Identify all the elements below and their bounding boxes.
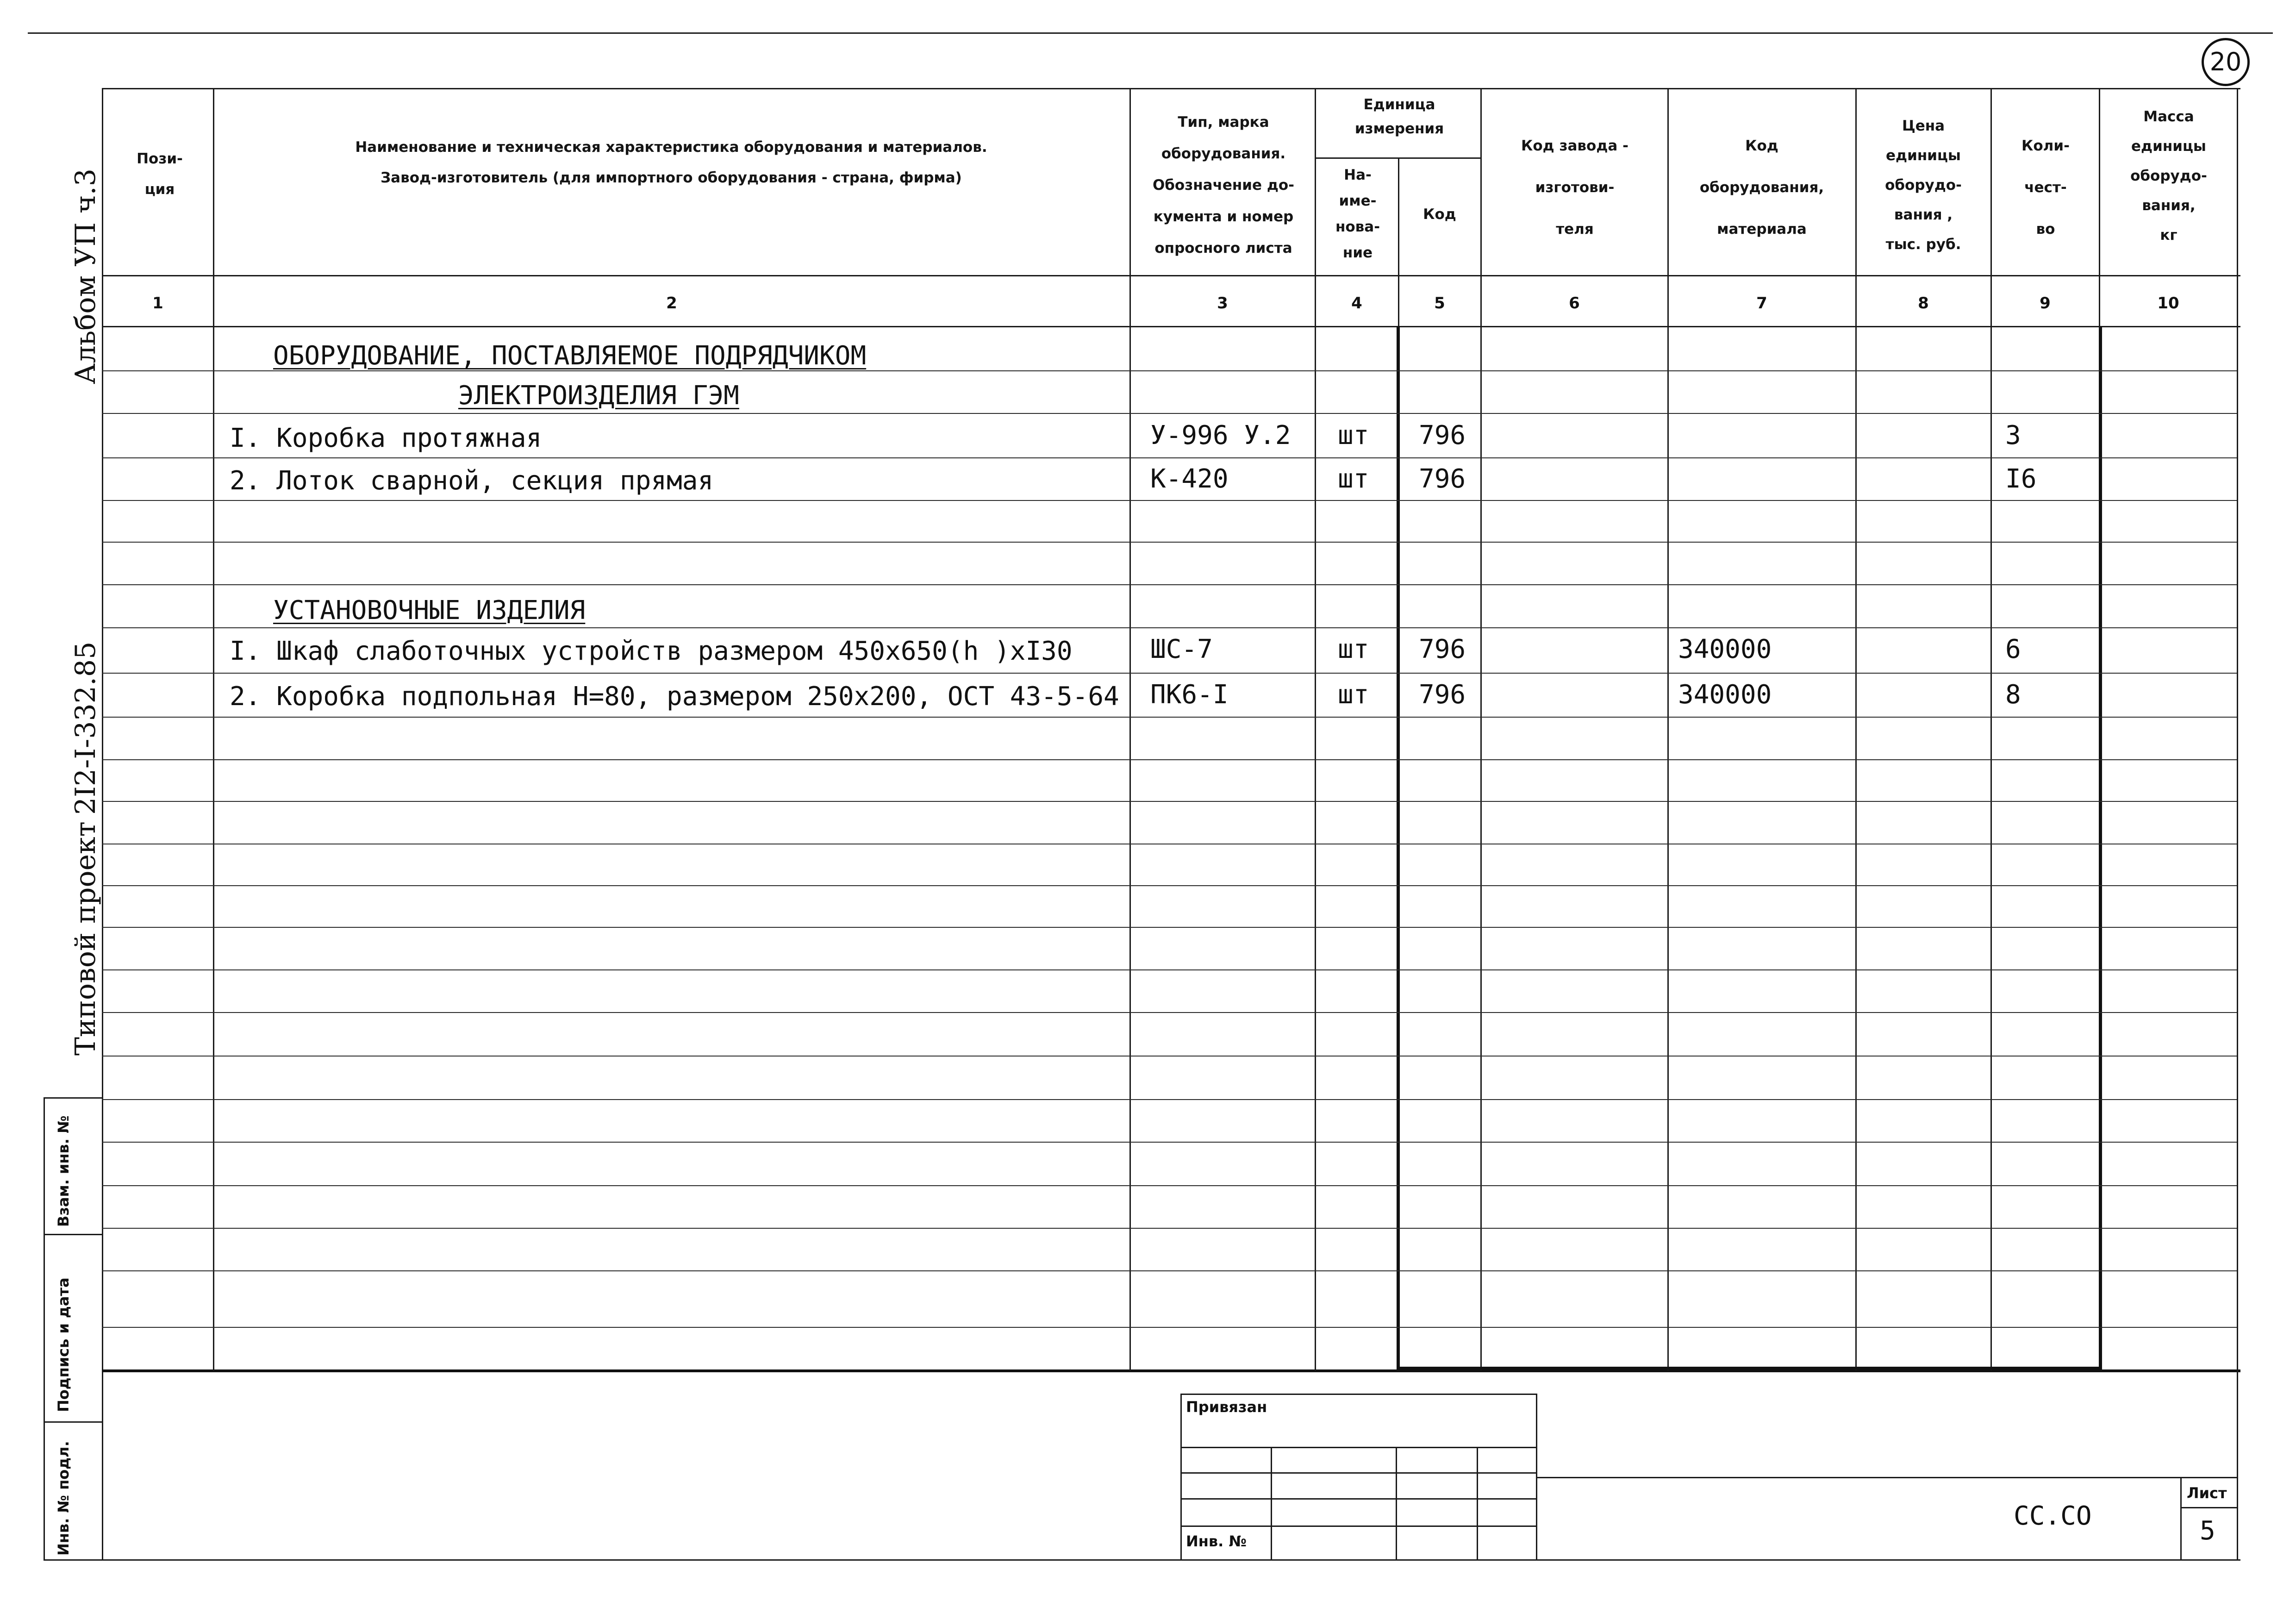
column-number: 1 (152, 294, 163, 313)
column-number: 8 (1918, 294, 1929, 313)
sheet-number: 5 (2200, 1516, 2215, 1546)
inv-podl-label: Инв. № подл. (55, 1441, 72, 1556)
column-number: 2 (666, 294, 677, 313)
item-quantity: I6 (2005, 464, 2037, 494)
page-number: 20 (2202, 38, 2250, 86)
header-position: Пози- ция (137, 150, 183, 198)
inv-number-label: Инв. № (1186, 1532, 1247, 1550)
header-unit-name: На- име- нова- ние (1335, 167, 1380, 261)
item-quantity: 6 (2005, 634, 2021, 664)
item-type: ПК6-I (1150, 680, 1229, 710)
header-quantity: Коли- чест- во (2021, 138, 2070, 238)
column-number: 9 (2040, 294, 2051, 313)
column-number: 3 (1217, 294, 1228, 313)
header-material-code: Код оборудования, материала (1699, 138, 1824, 238)
document-code: СС.СО (2014, 1501, 2092, 1531)
header-price: Цена единицы оборудо- вания , тыс. руб. (1885, 118, 1962, 253)
header-mass: Масса единицы оборудо- вания, кг (2130, 108, 2207, 244)
album-label: Альбом УП ч.3 (69, 169, 102, 384)
item-quantity: 8 (2005, 680, 2021, 710)
section-title: ОБОРУДОВАНИЕ, ПОСТАВЛЯЕМОЕ ПОДРЯДЧИКОМ (273, 341, 867, 371)
header-plant-code: Код завода - изготови- теля (1521, 138, 1628, 238)
column-number: 5 (1434, 294, 1445, 313)
column-number: 7 (1756, 294, 1767, 313)
header-unit-group: Единица измерения (1354, 96, 1444, 137)
header-type: Тип, марка оборудования. Обозначение до- кумента и номер опросного листа (1152, 114, 1295, 256)
item-material-code: 340000 (1678, 634, 1772, 664)
privyazan-label: Привязан (1186, 1398, 1267, 1416)
item-material-code: 340000 (1678, 680, 1772, 710)
project-number-label: 2I2-I-332.85 (69, 641, 102, 815)
item-unit-code: 796 (1419, 680, 1466, 710)
item-name: I. Коробка протяжная (230, 423, 542, 453)
sheet-label: Лист (2187, 1484, 2227, 1502)
item-unit-code: 796 (1419, 420, 1466, 450)
header-unit-code: Код (1423, 206, 1456, 223)
column-number: 6 (1569, 294, 1580, 313)
column-number: 4 (1351, 294, 1362, 313)
item-unit: шт (1338, 464, 1369, 494)
item-unit: шт (1338, 420, 1369, 450)
item-name: 2. Коробка подпольная Н=80, размером 250х200, ОСТ 43-5-64 (230, 681, 1119, 712)
item-type: ШС-7 (1150, 634, 1213, 664)
item-type: У-996 У.2 (1150, 420, 1291, 450)
item-name: 2. Лоток сварной, секция прямая (230, 466, 714, 496)
header-name: Наименование и техническая характеристика оборудования и материалов. Завод-изготовитель (для импортного оборудования - страна, фирма) (355, 139, 987, 186)
item-unit: шт (1338, 680, 1369, 710)
signature-date-label: Подпись и дата (55, 1277, 72, 1412)
column-number: 10 (2157, 294, 2179, 313)
vzam-inv-label: Взам. инв. № (55, 1115, 72, 1227)
item-quantity: 3 (2005, 420, 2021, 450)
item-unit-code: 796 (1419, 464, 1466, 494)
item-type: К-420 (1150, 464, 1229, 494)
item-unit-code: 796 (1419, 634, 1466, 664)
section-subtitle: ЭЛЕКТРОИЗДЕЛИЯ ГЭМ (458, 381, 739, 411)
item-unit: шт (1338, 634, 1369, 664)
section-title: УСТАНОВОЧНЫЕ ИЗДЕЛИЯ (273, 595, 586, 625)
project-type-label: Типовой проект (69, 821, 102, 1056)
item-name: I. Шкаф слаботочных устройств размером 450х650(h )хI30 (230, 636, 1073, 666)
